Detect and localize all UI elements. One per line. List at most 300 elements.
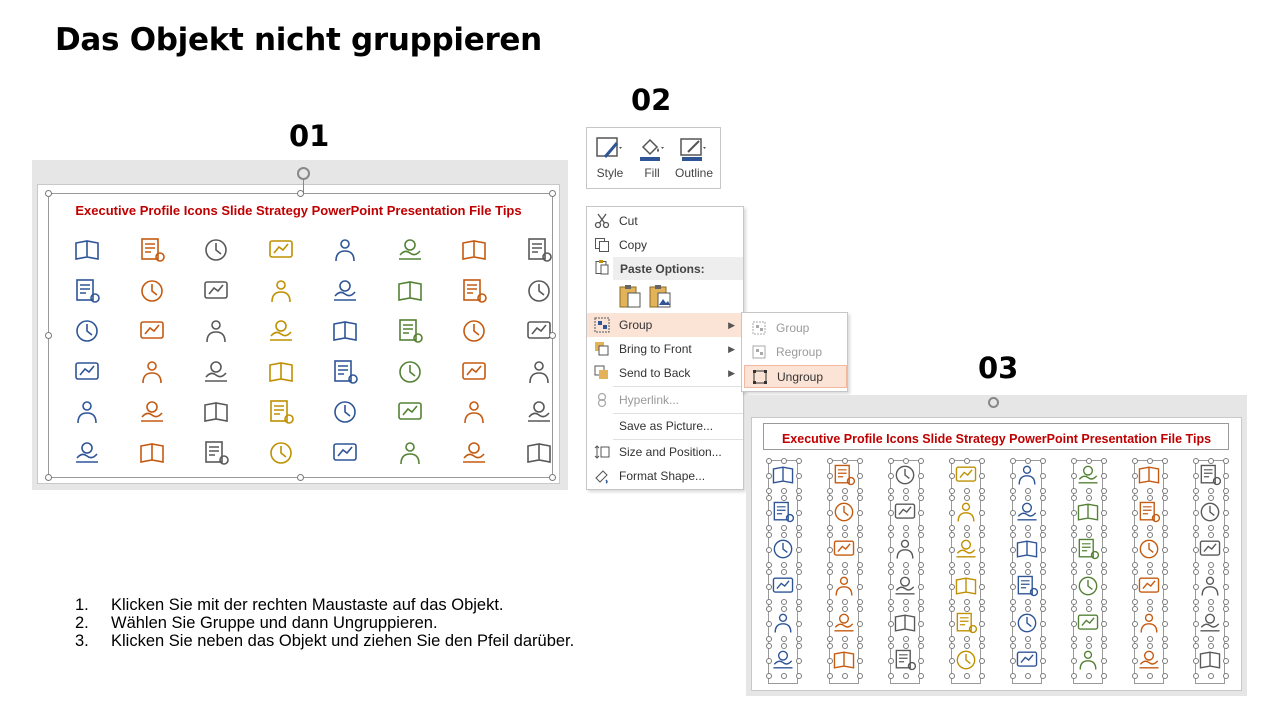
resize-handle[interactable] [1223, 532, 1229, 538]
resize-handle[interactable] [1010, 658, 1016, 664]
resize-handle[interactable] [1010, 621, 1016, 627]
hand-coin-icon[interactable] [831, 536, 857, 562]
resize-handle[interactable] [918, 525, 924, 531]
resize-handle[interactable] [781, 488, 787, 494]
resize-handle[interactable] [1162, 510, 1168, 516]
resize-handle[interactable] [781, 643, 787, 649]
resize-handle[interactable] [842, 673, 848, 679]
resize-handle[interactable] [918, 495, 924, 501]
resize-handle[interactable] [979, 525, 985, 531]
resize-handle[interactable] [766, 547, 772, 553]
resize-handle[interactable] [1071, 510, 1077, 516]
resize-handle[interactable] [1071, 532, 1077, 538]
group-icon[interactable] [1197, 647, 1223, 673]
resize-handle[interactable] [888, 510, 894, 516]
resize-handle[interactable] [1132, 673, 1138, 679]
resize-handle[interactable] [857, 510, 863, 516]
resize-handle[interactable] [827, 525, 833, 531]
resize-handle[interactable] [1025, 562, 1031, 568]
resize-handle-nw[interactable] [45, 190, 52, 197]
businessman-icon[interactable] [831, 647, 857, 673]
resize-handle[interactable] [1086, 643, 1092, 649]
resize-handle[interactable] [1010, 495, 1016, 501]
resize-handle[interactable] [1101, 621, 1107, 627]
hand-dollar-icon[interactable] [1197, 462, 1223, 488]
monitor-icon[interactable] [1014, 647, 1040, 673]
document-pen-icon[interactable] [1014, 462, 1040, 488]
resize-handle[interactable] [949, 525, 955, 531]
resize-handle[interactable] [827, 547, 833, 553]
resize-handle[interactable] [1101, 532, 1107, 538]
resize-handle[interactable] [1101, 562, 1107, 568]
resize-handle[interactable] [827, 673, 833, 679]
resize-handle[interactable] [766, 473, 772, 479]
resize-handle[interactable] [979, 473, 985, 479]
resize-handle[interactable] [888, 643, 894, 649]
resize-handle[interactable] [1193, 473, 1199, 479]
resize-handle[interactable] [1040, 606, 1046, 612]
resize-handle[interactable] [796, 473, 802, 479]
easel-icon[interactable] [953, 499, 979, 525]
resize-handle[interactable] [903, 643, 909, 649]
resize-handle[interactable] [781, 532, 787, 538]
resize-handle[interactable] [1223, 673, 1229, 679]
resize-handle[interactable] [1086, 569, 1092, 575]
resize-handle[interactable] [1025, 458, 1031, 464]
resize-handle[interactable] [888, 458, 894, 464]
resize-handle[interactable] [857, 473, 863, 479]
resize-handle[interactable] [979, 547, 985, 553]
resize-handle[interactable] [796, 525, 802, 531]
resize-handle[interactable] [857, 673, 863, 679]
resize-handle[interactable] [964, 488, 970, 494]
resize-handle[interactable] [766, 495, 772, 501]
resize-handle[interactable] [1193, 636, 1199, 642]
resize-handle[interactable] [1162, 606, 1168, 612]
resize-handle[interactable] [1071, 488, 1077, 494]
resize-handle[interactable] [979, 458, 985, 464]
resize-handle[interactable] [918, 643, 924, 649]
resize-handle[interactable] [796, 562, 802, 568]
outline-button[interactable] [673, 132, 715, 180]
resize-handle[interactable] [1147, 643, 1153, 649]
book-icon[interactable] [770, 462, 796, 488]
menu-item-hyperlink[interactable] [587, 388, 743, 412]
resize-handle[interactable] [1193, 458, 1199, 464]
resize-handle[interactable] [888, 532, 894, 538]
resize-handle[interactable] [842, 636, 848, 642]
resize-handle[interactable] [888, 658, 894, 664]
invoice-dollar-icon[interactable] [1014, 573, 1040, 599]
resize-handle[interactable] [766, 658, 772, 664]
resize-handle[interactable] [842, 599, 848, 605]
resize-handle[interactable] [1147, 458, 1153, 464]
resize-handle[interactable] [918, 569, 924, 575]
resize-handle[interactable] [1162, 547, 1168, 553]
resize-handle[interactable] [1147, 636, 1153, 642]
resize-handle[interactable] [1162, 643, 1168, 649]
resize-handle[interactable] [842, 495, 848, 501]
meeting-table-icon[interactable] [953, 647, 979, 673]
menu-item-format-shape[interactable] [587, 464, 743, 488]
resize-handle[interactable] [964, 525, 970, 531]
resize-handle[interactable] [979, 488, 985, 494]
resize-handle[interactable] [979, 495, 985, 501]
resize-handle[interactable] [1162, 658, 1168, 664]
resize-handle[interactable] [964, 458, 970, 464]
resize-handle[interactable] [1010, 532, 1016, 538]
resize-handle[interactable] [857, 562, 863, 568]
resize-handle[interactable] [842, 606, 848, 612]
resize-handle[interactable] [979, 621, 985, 627]
resize-handle[interactable] [1040, 473, 1046, 479]
resize-handle[interactable] [827, 658, 833, 664]
resize-handle[interactable] [1071, 584, 1077, 590]
resize-handle-ne[interactable] [549, 190, 556, 197]
resize-handle[interactable] [1162, 525, 1168, 531]
resize-handle[interactable] [888, 488, 894, 494]
resize-handle[interactable] [857, 606, 863, 612]
resize-handle[interactable] [1132, 532, 1138, 538]
resize-handle[interactable] [918, 510, 924, 516]
resize-handle[interactable] [979, 532, 985, 538]
rocket-icon[interactable] [892, 462, 918, 488]
resize-handle[interactable] [1132, 569, 1138, 575]
resize-handle[interactable] [1208, 488, 1214, 494]
resize-handle[interactable] [888, 525, 894, 531]
resize-handle[interactable] [857, 547, 863, 553]
resize-handle[interactable] [1010, 510, 1016, 516]
resize-handle[interactable] [949, 488, 955, 494]
resize-handle[interactable] [949, 458, 955, 464]
resize-handle[interactable] [1101, 606, 1107, 612]
resize-handle[interactable] [1193, 547, 1199, 553]
resize-handle[interactable] [1193, 525, 1199, 531]
style-button[interactable] [589, 132, 631, 180]
resize-handle[interactable] [1147, 495, 1153, 501]
resize-handle[interactable] [1162, 488, 1168, 494]
hands-globe-icon[interactable] [1014, 536, 1040, 562]
resize-handle[interactable] [903, 532, 909, 538]
resize-handle[interactable] [1223, 525, 1229, 531]
resize-handle[interactable] [1025, 636, 1031, 642]
resize-handle[interactable] [796, 569, 802, 575]
resize-handle[interactable] [903, 458, 909, 464]
resize-handle[interactable] [918, 621, 924, 627]
resize-handle[interactable] [888, 562, 894, 568]
resize-handle[interactable] [949, 584, 955, 590]
resize-handle[interactable] [918, 636, 924, 642]
resize-handle[interactable] [1040, 547, 1046, 553]
rotate-handle-icon[interactable] [988, 397, 999, 408]
resize-handle[interactable] [979, 658, 985, 664]
resize-handle[interactable] [781, 562, 787, 568]
resize-handle[interactable] [888, 495, 894, 501]
resize-handle[interactable] [1162, 495, 1168, 501]
resize-handle[interactable] [796, 606, 802, 612]
menu-item-bring-to-front[interactable] [587, 337, 743, 361]
resize-handle[interactable] [949, 599, 955, 605]
resize-handle[interactable] [1162, 532, 1168, 538]
resize-handle[interactable] [1193, 599, 1199, 605]
menu-item-size-position[interactable] [587, 440, 743, 464]
resize-handle[interactable] [1147, 562, 1153, 568]
resize-handle[interactable] [1132, 495, 1138, 501]
resize-handle[interactable] [1040, 643, 1046, 649]
resize-handle[interactable] [1132, 658, 1138, 664]
resize-handle[interactable] [827, 606, 833, 612]
resize-handle[interactable] [979, 569, 985, 575]
resize-handle[interactable] [1147, 488, 1153, 494]
resize-handle[interactable] [796, 673, 802, 679]
resize-handle[interactable] [1162, 458, 1168, 464]
resize-handle[interactable] [1223, 562, 1229, 568]
resize-handle[interactable] [827, 495, 833, 501]
resize-handle[interactable] [918, 606, 924, 612]
resize-handle[interactable] [1223, 606, 1229, 612]
resize-handle[interactable] [918, 458, 924, 464]
resize-handle[interactable] [888, 606, 894, 612]
resize-handle[interactable] [766, 606, 772, 612]
resize-handle[interactable] [1071, 658, 1077, 664]
laptop-icon[interactable] [953, 573, 979, 599]
resize-handle[interactable] [1040, 673, 1046, 679]
resize-handle[interactable] [1025, 606, 1031, 612]
paste-as-picture-button[interactable] [647, 283, 673, 309]
resize-handle[interactable] [979, 562, 985, 568]
resize-handle[interactable] [1086, 562, 1092, 568]
menu-item-copy[interactable] [587, 233, 743, 257]
resize-handle[interactable] [949, 606, 955, 612]
resize-handle[interactable] [1147, 606, 1153, 612]
resize-handle[interactable] [857, 458, 863, 464]
rotate-handle-icon[interactable] [297, 167, 310, 180]
resize-handle[interactable] [949, 673, 955, 679]
resize-handle[interactable] [949, 532, 955, 538]
resize-handle[interactable] [964, 532, 970, 538]
resize-handle-n[interactable] [297, 190, 304, 197]
microscope-icon[interactable] [892, 499, 918, 525]
resize-handle[interactable] [1193, 510, 1199, 516]
resize-handle[interactable] [888, 473, 894, 479]
lightbulb-icon[interactable] [1075, 462, 1101, 488]
resize-handle[interactable] [918, 584, 924, 590]
resize-handle[interactable] [1010, 562, 1016, 568]
resize-handle[interactable] [918, 532, 924, 538]
resize-handle[interactable] [796, 636, 802, 642]
resize-handle[interactable] [964, 495, 970, 501]
resize-handle[interactable] [796, 599, 802, 605]
resize-handle[interactable] [857, 599, 863, 605]
resize-handle[interactable] [1162, 636, 1168, 642]
dollar-coin-icon[interactable] [831, 462, 857, 488]
resize-handle[interactable] [1040, 621, 1046, 627]
chart-coin-icon[interactable] [953, 610, 979, 636]
resize-handle[interactable] [903, 636, 909, 642]
resize-handle[interactable] [1010, 584, 1016, 590]
resize-handle[interactable] [827, 473, 833, 479]
resize-handle[interactable] [1223, 547, 1229, 553]
resize-handle[interactable] [1193, 673, 1199, 679]
resize-handle[interactable] [766, 525, 772, 531]
resize-handle[interactable] [918, 599, 924, 605]
resize-handle[interactable] [903, 488, 909, 494]
resize-handle[interactable] [964, 673, 970, 679]
resize-handle[interactable] [857, 636, 863, 642]
resize-handle[interactable] [1193, 488, 1199, 494]
team-icon[interactable] [1136, 499, 1162, 525]
resize-handle[interactable] [842, 643, 848, 649]
resize-handle[interactable] [1025, 569, 1031, 575]
presentation-icon[interactable] [892, 536, 918, 562]
resize-handle[interactable] [1025, 532, 1031, 538]
resize-handle[interactable] [766, 569, 772, 575]
card-icon[interactable] [1197, 536, 1223, 562]
resize-handle[interactable] [949, 658, 955, 664]
resize-handle[interactable] [949, 473, 955, 479]
resize-handle-w[interactable] [45, 332, 52, 339]
coins-stack-icon[interactable] [770, 573, 796, 599]
resize-handle[interactable] [1086, 636, 1092, 642]
resize-handle[interactable] [888, 547, 894, 553]
resize-handle[interactable] [1086, 525, 1092, 531]
resize-handle[interactable] [857, 658, 863, 664]
resize-handle[interactable] [766, 488, 772, 494]
resize-handle-e[interactable] [549, 332, 556, 339]
resize-handle[interactable] [949, 636, 955, 642]
resize-handle[interactable] [1132, 473, 1138, 479]
resize-handle[interactable] [949, 547, 955, 553]
menu-item-cut[interactable] [587, 209, 743, 233]
resize-handle[interactable] [1162, 599, 1168, 605]
resize-handle[interactable] [1208, 525, 1214, 531]
resize-handle[interactable] [766, 510, 772, 516]
manager-icon[interactable] [1197, 610, 1223, 636]
resize-handle[interactable] [1071, 495, 1077, 501]
resize-handle[interactable] [1101, 525, 1107, 531]
growth-chart-icon[interactable] [831, 499, 857, 525]
resize-handle[interactable] [766, 599, 772, 605]
resize-handle[interactable] [979, 606, 985, 612]
resize-handle[interactable] [1193, 532, 1199, 538]
resize-handle[interactable] [1086, 495, 1092, 501]
chart-board-icon[interactable] [1197, 573, 1223, 599]
resize-handle[interactable] [827, 562, 833, 568]
resize-handle[interactable] [964, 562, 970, 568]
light-bulb-icon[interactable] [892, 647, 918, 673]
resize-handle[interactable] [1223, 473, 1229, 479]
resize-handle[interactable] [888, 621, 894, 627]
resize-handle[interactable] [1193, 584, 1199, 590]
resize-handle[interactable] [964, 606, 970, 612]
resize-handle[interactable] [1147, 673, 1153, 679]
resize-handle[interactable] [1223, 458, 1229, 464]
resize-handle[interactable] [949, 621, 955, 627]
resize-handle[interactable] [964, 569, 970, 575]
resize-handle[interactable] [1132, 584, 1138, 590]
resize-handle[interactable] [1132, 621, 1138, 627]
resize-handle[interactable] [979, 510, 985, 516]
resize-handle[interactable] [827, 599, 833, 605]
gear-icon[interactable] [1136, 573, 1162, 599]
resize-handle[interactable] [827, 584, 833, 590]
resize-handle[interactable] [1208, 458, 1214, 464]
map-pin-icon[interactable] [1075, 499, 1101, 525]
resize-handle[interactable] [1071, 636, 1077, 642]
resize-handle[interactable] [842, 569, 848, 575]
resize-handle[interactable] [842, 525, 848, 531]
resize-handle[interactable] [1071, 599, 1077, 605]
resize-handle[interactable] [857, 495, 863, 501]
resize-handle[interactable] [949, 562, 955, 568]
resize-handle[interactable] [1223, 510, 1229, 516]
cart-boxes-icon[interactable] [1075, 647, 1101, 673]
resize-handle[interactable] [979, 599, 985, 605]
resize-handle[interactable] [918, 473, 924, 479]
title-selection-frame[interactable] [763, 423, 1229, 450]
resize-handle[interactable] [1086, 673, 1092, 679]
resize-handle[interactable] [766, 584, 772, 590]
resize-handle[interactable] [796, 547, 802, 553]
resize-handle[interactable] [1025, 643, 1031, 649]
menu-item-send-to-back[interactable] [587, 361, 743, 385]
mobile-bell-icon[interactable] [1075, 536, 1101, 562]
resize-handle[interactable] [888, 584, 894, 590]
resize-handle[interactable] [1086, 488, 1092, 494]
resize-handle[interactable] [1071, 643, 1077, 649]
resize-handle[interactable] [1193, 606, 1199, 612]
resize-handle[interactable] [1101, 569, 1107, 575]
resize-handle[interactable] [918, 562, 924, 568]
resize-handle[interactable] [1010, 643, 1016, 649]
resize-handle[interactable] [1101, 458, 1107, 464]
resize-handle[interactable] [1132, 636, 1138, 642]
resize-handle[interactable] [1086, 606, 1092, 612]
submenu-item-ungroup[interactable] [744, 365, 847, 388]
resize-handle[interactable] [1040, 495, 1046, 501]
resize-handle[interactable] [857, 643, 863, 649]
resize-handle[interactable] [903, 562, 909, 568]
resize-handle[interactable] [1086, 458, 1092, 464]
hand-gear-icon[interactable] [770, 647, 796, 673]
resize-handle[interactable] [964, 636, 970, 642]
resize-handle[interactable] [796, 495, 802, 501]
resize-handle[interactable] [827, 532, 833, 538]
fill-button[interactable] [631, 132, 673, 180]
paste-keep-source-button[interactable] [617, 283, 643, 309]
resize-handle[interactable] [781, 495, 787, 501]
resize-handle[interactable] [1101, 673, 1107, 679]
resize-handle[interactable] [1010, 458, 1016, 464]
resize-handle[interactable] [827, 569, 833, 575]
resize-handle[interactable] [1086, 532, 1092, 538]
resize-handle[interactable] [1193, 621, 1199, 627]
resize-handle[interactable] [1223, 658, 1229, 664]
resize-handle[interactable] [1040, 532, 1046, 538]
handshake-icon[interactable] [1136, 647, 1162, 673]
resize-handle[interactable] [1223, 488, 1229, 494]
resize-handle[interactable] [1223, 584, 1229, 590]
resize-handle[interactable] [949, 569, 955, 575]
resize-handle[interactable] [1162, 569, 1168, 575]
resize-handle[interactable] [781, 525, 787, 531]
submenu-item-regroup[interactable] [744, 340, 847, 363]
cart-box-icon[interactable] [1014, 610, 1040, 636]
resize-handle-se[interactable] [549, 474, 556, 481]
resize-handle[interactable] [903, 495, 909, 501]
org-chart-icon[interactable] [770, 610, 796, 636]
resize-handle[interactable] [766, 562, 772, 568]
